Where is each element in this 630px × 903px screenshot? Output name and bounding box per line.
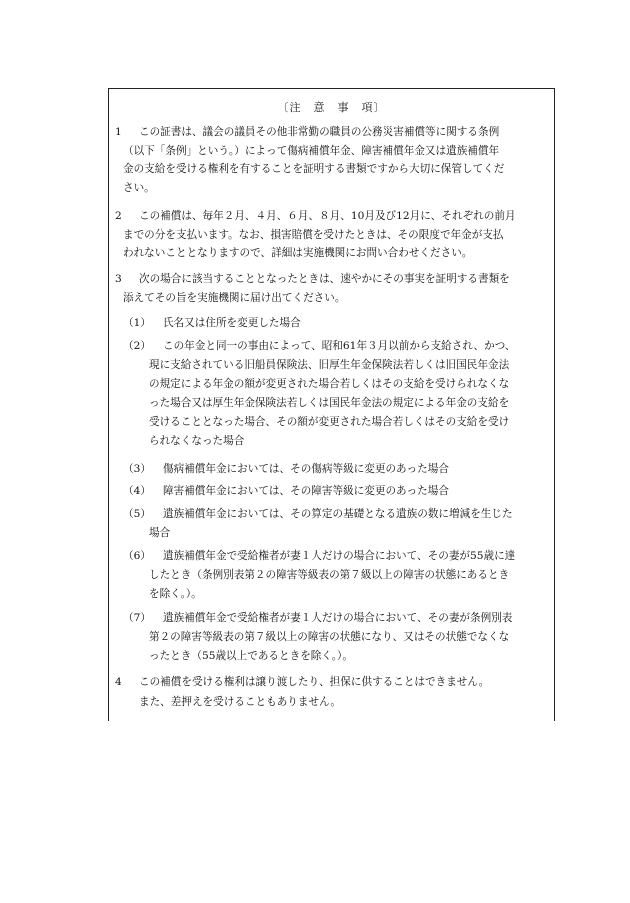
item5-number: （5） [123, 508, 151, 520]
item2-line3: の規定による年金の額が変更された場合若しくはその支給を受けられなくな [149, 378, 510, 390]
section4-line2: また、差押えを受けることもありません。 [139, 696, 341, 708]
item1-number: （1） [123, 317, 151, 329]
item4-line1: 障害補償年金においては、その障害等級に変更のあった場合 [163, 485, 449, 497]
section1-line3: 金の支給を受ける権利を有することを証明する書類ですから大切に保管してくだ [123, 163, 505, 175]
section2-number: 2 [115, 210, 122, 222]
item2-line5: 受けることとなった場合、その額が変更された場合若しくはその支給を受け [149, 416, 510, 428]
item7-line1: 遺族補償年金で受給権者が妻１人だけの場合において、その妻が条例別表 [163, 612, 513, 624]
item7-number: （7） [123, 612, 151, 624]
item5-line1: 遺族補償年金においては、その算定の基礎となる遺族の数に増減を生じた [163, 508, 513, 520]
item3-number: （3） [123, 463, 151, 475]
item6-line1: 遺族補償年金で受給権者が妻１人だけの場合において、その妻が55歳に達 [163, 550, 516, 562]
item2-line4: った場合又は厚生年金保険法若しくは国民年金法の規定による年金の支給を [149, 397, 510, 409]
section3-line2: 添えてその旨を実施機関に届け出てください。 [123, 292, 346, 304]
item7-line3: ったとき（55歳以上であるときを除く。）。 [149, 650, 353, 662]
item6-line3: を除く。）。 [149, 588, 202, 600]
item5-line2: 場合 [149, 527, 171, 539]
section4-line1: この補償を受ける権利は譲り渡したり、担保に供することはできません。 [139, 676, 490, 688]
section2-line3: われないこととなりますので、詳細は実施機関にお問い合わせください。 [123, 247, 473, 259]
item4-number: （4） [123, 485, 151, 497]
section2-line2: までの分を支払います。なお、損害賠償を受けたときは、その限度で年金が支払 [123, 229, 504, 241]
section1-line2: （以下「条例」という。）によって傷病補償年金、障害補償年金又は遺族補償年 [123, 145, 500, 157]
section1-line1: この証書は、議会の議員その他非常勤の職員の公務災害補償等に関する条例 [139, 126, 500, 138]
section3-number: 3 [115, 273, 122, 285]
item2-line6: られなくなった場合 [149, 435, 245, 447]
item7-line2: 第２の障害等級表の第７級以上の障害の状態になり、又はその状態でなくな [149, 631, 510, 643]
doc-title: 〔注 意 事 項〕 [277, 101, 386, 114]
item6-line2: したとき（条例別表第２の障害等級表の第７級以上の障害の状態にあるとき [149, 569, 510, 581]
section3-line1: 次の場合に該当することとなったときは、速やかにその事実を証明する書類を [139, 273, 510, 285]
item1-line1: 氏名又は住所を変更した場合 [163, 317, 301, 329]
section4-number: 4 [115, 676, 122, 688]
item2-line1: この年金と同一の事由によって、昭和61年３月以前から支給され、かつ、 [163, 340, 516, 352]
section2-line1: この補償は、毎年２月、４月、６月、８月、10月及び12月に、それぞれの前月 [139, 210, 516, 222]
section1-line4: さい。 [123, 182, 155, 194]
section1-number: 1 [115, 126, 122, 138]
item2-line2: 現に支給されている旧船員保険法、旧厚生年金保険法若しくは旧国民年金法 [149, 359, 510, 371]
notice-frame [108, 88, 555, 721]
item2-number: （2） [123, 340, 151, 352]
item3-line1: 傷病補償年金においては、その傷病等級に変更のあった場合 [163, 463, 449, 475]
item6-number: （6） [123, 550, 151, 562]
